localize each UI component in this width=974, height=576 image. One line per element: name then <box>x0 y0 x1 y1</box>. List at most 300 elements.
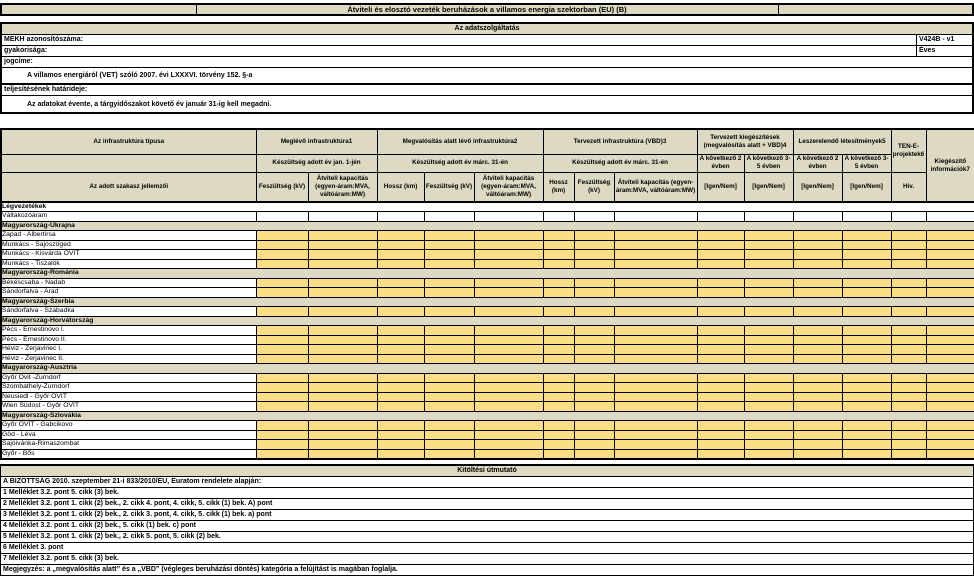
data-entry-cell[interactable] <box>614 259 697 269</box>
data-entry-cell[interactable] <box>308 212 377 222</box>
data-entry-cell[interactable] <box>424 354 474 364</box>
data-entry-cell[interactable] <box>793 231 842 241</box>
data-entry-cell[interactable] <box>793 440 842 450</box>
data-entry-cell[interactable] <box>543 373 574 383</box>
data-entry-cell[interactable] <box>474 326 543 336</box>
data-entry-cell[interactable] <box>474 250 543 260</box>
data-entry-cell[interactable] <box>744 383 793 393</box>
data-entry-cell[interactable] <box>256 392 308 402</box>
header-yesno-1: [Igen/Nem] <box>697 172 744 202</box>
data-entry-cell[interactable] <box>926 421 974 431</box>
data-entry-cell[interactable] <box>793 212 842 222</box>
data-entry-cell[interactable] <box>574 383 614 393</box>
data-entry-cell[interactable] <box>256 440 308 450</box>
data-entry-cell[interactable] <box>793 402 842 412</box>
data-entry-cell[interactable] <box>697 345 744 355</box>
data-entry-cell[interactable] <box>424 402 474 412</box>
data-entry-cell[interactable] <box>424 288 474 298</box>
data-entry-cell[interactable] <box>543 345 574 355</box>
data-entry-cell[interactable] <box>574 307 614 317</box>
data-entry-cell[interactable] <box>543 402 574 412</box>
data-entry-cell[interactable] <box>543 383 574 393</box>
data-entry-cell[interactable] <box>474 392 543 402</box>
data-entry-cell[interactable] <box>377 402 424 412</box>
data-entry-cell[interactable] <box>926 326 974 336</box>
data-entry-cell[interactable] <box>474 231 543 241</box>
data-entry-cell[interactable] <box>842 288 891 298</box>
data-entry-cell[interactable] <box>842 430 891 440</box>
data-entry-cell[interactable] <box>697 421 744 431</box>
data-entry-cell[interactable] <box>424 259 474 269</box>
data-entry-cell[interactable] <box>614 373 697 383</box>
data-entry-cell[interactable] <box>614 335 697 345</box>
data-entry-cell[interactable] <box>424 345 474 355</box>
data-entry-cell[interactable] <box>926 288 974 298</box>
data-entry-cell[interactable] <box>543 250 574 260</box>
data-entry-cell[interactable] <box>891 288 926 298</box>
data-entry-cell[interactable] <box>697 212 744 222</box>
data-entry-cell[interactable] <box>744 250 793 260</box>
data-entry-cell[interactable] <box>474 449 543 459</box>
data-entry-cell[interactable] <box>744 307 793 317</box>
data-entry-cell[interactable] <box>744 240 793 250</box>
data-entry-cell[interactable] <box>308 392 377 402</box>
info-row-id <box>2 35 972 46</box>
data-entry-cell[interactable] <box>891 240 926 250</box>
row-label: Szombathely-Zurndorf <box>1 383 256 393</box>
data-entry-cell[interactable] <box>891 212 926 222</box>
data-entry-cell[interactable] <box>377 335 424 345</box>
data-entry-cell[interactable] <box>543 288 574 298</box>
data-entry-cell[interactable] <box>543 231 574 241</box>
data-entry-cell[interactable] <box>744 421 793 431</box>
data-entry-cell[interactable] <box>697 278 744 288</box>
data-entry-cell[interactable] <box>744 278 793 288</box>
data-entry-cell[interactable] <box>697 449 744 459</box>
data-entry-cell[interactable] <box>793 354 842 364</box>
data-entry-cell[interactable] <box>614 449 697 459</box>
data-entry-cell[interactable] <box>424 307 474 317</box>
data-entry-cell[interactable] <box>574 402 614 412</box>
data-entry-cell[interactable] <box>842 354 891 364</box>
header-next2-additions: A következő 2 évben <box>697 154 744 172</box>
data-entry-cell[interactable] <box>793 240 842 250</box>
data-entry-cell[interactable] <box>744 288 793 298</box>
data-entry-cell[interactable] <box>744 345 793 355</box>
data-entry-cell[interactable] <box>793 383 842 393</box>
data-entry-cell[interactable] <box>614 212 697 222</box>
data-entry-cell[interactable] <box>614 354 697 364</box>
data-entry-cell[interactable] <box>256 354 308 364</box>
data-entry-cell[interactable] <box>891 354 926 364</box>
data-entry-cell[interactable] <box>256 231 308 241</box>
data-entry-cell[interactable] <box>377 383 424 393</box>
data-entry-cell[interactable] <box>926 373 974 383</box>
data-entry-cell[interactable] <box>793 326 842 336</box>
data-entry-cell[interactable] <box>891 307 926 317</box>
data-entry-cell[interactable] <box>574 345 614 355</box>
data-entry-cell[interactable] <box>308 240 377 250</box>
data-entry-cell[interactable] <box>614 240 697 250</box>
data-entry-cell[interactable] <box>474 212 543 222</box>
data-entry-cell[interactable] <box>614 307 697 317</box>
data-entry-cell[interactable] <box>842 373 891 383</box>
data-entry-cell[interactable] <box>842 278 891 288</box>
data-entry-cell[interactable] <box>614 402 697 412</box>
data-entry-cell[interactable] <box>256 383 308 393</box>
data-entry-cell[interactable] <box>543 392 574 402</box>
data-entry-cell[interactable] <box>793 430 842 440</box>
data-entry-cell[interactable] <box>697 335 744 345</box>
data-entry-cell[interactable] <box>842 421 891 431</box>
data-entry-cell[interactable] <box>256 402 308 412</box>
data-entry-cell[interactable] <box>891 259 926 269</box>
data-entry-cell[interactable] <box>256 250 308 260</box>
data-entry-cell[interactable] <box>256 449 308 459</box>
data-entry-cell[interactable] <box>574 212 614 222</box>
data-entry-cell[interactable] <box>377 440 424 450</box>
data-entry-cell[interactable] <box>308 421 377 431</box>
data-entry-cell[interactable] <box>543 307 574 317</box>
data-entry-cell[interactable] <box>891 345 926 355</box>
spreadsheet-form <box>0 3 974 556</box>
data-entry-cell[interactable] <box>474 440 543 450</box>
data-entry-cell[interactable] <box>308 402 377 412</box>
data-entry-cell[interactable] <box>926 402 974 412</box>
data-entry-cell[interactable] <box>697 402 744 412</box>
data-entry-cell[interactable] <box>842 307 891 317</box>
data-entry-cell[interactable] <box>256 259 308 269</box>
data-entry-cell[interactable] <box>308 307 377 317</box>
data-entry-cell[interactable] <box>842 231 891 241</box>
data-entry-cell[interactable] <box>474 240 543 250</box>
data-entry-cell[interactable] <box>424 335 474 345</box>
data-entry-cell[interactable] <box>697 440 744 450</box>
data-entry-cell[interactable] <box>308 354 377 364</box>
data-entry-cell[interactable] <box>926 430 974 440</box>
data-entry-cell[interactable] <box>842 402 891 412</box>
data-entry-cell[interactable] <box>308 278 377 288</box>
data-entry-cell[interactable] <box>744 212 793 222</box>
data-entry-cell[interactable] <box>842 335 891 345</box>
data-entry-cell[interactable] <box>256 278 308 288</box>
data-entry-cell[interactable] <box>891 430 926 440</box>
data-entry-cell[interactable] <box>793 345 842 355</box>
data-entry-cell[interactable] <box>377 288 424 298</box>
data-entry-cell[interactable] <box>614 278 697 288</box>
data-entry-cell[interactable] <box>256 240 308 250</box>
data-entry-cell[interactable] <box>424 278 474 288</box>
data-entry-cell[interactable] <box>543 430 574 440</box>
data-entry-cell[interactable] <box>842 345 891 355</box>
data-entry-cell[interactable] <box>891 421 926 431</box>
data-entry-cell[interactable] <box>574 335 614 345</box>
data-entry-cell[interactable] <box>926 231 974 241</box>
data-entry-cell[interactable] <box>474 259 543 269</box>
data-entry-cell[interactable] <box>926 240 974 250</box>
data-entry-cell[interactable] <box>926 392 974 402</box>
data-entry-cell[interactable] <box>474 402 543 412</box>
data-entry-cell[interactable] <box>574 373 614 383</box>
data-entry-cell[interactable] <box>574 440 614 450</box>
data-entry-cell[interactable] <box>424 212 474 222</box>
data-entry-cell[interactable] <box>377 231 424 241</box>
data-entry-cell[interactable] <box>256 212 308 222</box>
data-entry-cell[interactable] <box>574 449 614 459</box>
infrastructure-table <box>0 128 974 460</box>
data-entry-cell[interactable] <box>926 354 974 364</box>
data-entry-cell[interactable] <box>377 354 424 364</box>
data-entry-cell[interactable] <box>424 440 474 450</box>
data-entry-cell[interactable] <box>697 240 744 250</box>
data-entry-cell[interactable] <box>926 307 974 317</box>
data-entry-cell[interactable] <box>842 449 891 459</box>
data-entry-cell[interactable] <box>424 250 474 260</box>
data-entry-cell[interactable] <box>377 345 424 355</box>
row-label: Neusiedl - Győr OVIT <box>1 392 256 402</box>
data-entry-cell[interactable] <box>697 326 744 336</box>
data-entry-cell[interactable] <box>614 345 697 355</box>
data-entry-cell[interactable] <box>424 430 474 440</box>
data-entry-cell[interactable] <box>308 430 377 440</box>
data-entry-cell[interactable] <box>793 449 842 459</box>
data-entry-cell[interactable] <box>744 449 793 459</box>
data-entry-cell[interactable] <box>697 383 744 393</box>
data-entry-cell[interactable] <box>842 240 891 250</box>
data-entry-cell[interactable] <box>842 250 891 260</box>
data-entry-cell[interactable] <box>926 278 974 288</box>
data-entry-cell[interactable] <box>574 250 614 260</box>
deadline-text: Az adatokat évente, a tárgyidőszakot követő év január 31-ig kell megadni. <box>2 96 972 112</box>
data-entry-cell[interactable] <box>543 440 574 450</box>
data-entry-cell[interactable] <box>308 250 377 260</box>
data-entry-cell[interactable] <box>891 373 926 383</box>
data-entry-cell[interactable] <box>697 250 744 260</box>
data-entry-cell[interactable] <box>793 250 842 260</box>
table-row <box>1 307 974 317</box>
data-entry-cell[interactable] <box>474 354 543 364</box>
data-entry-cell[interactable] <box>926 440 974 450</box>
data-entry-cell[interactable] <box>424 421 474 431</box>
data-entry-cell[interactable] <box>308 449 377 459</box>
data-entry-cell[interactable] <box>474 335 543 345</box>
data-entry-cell[interactable] <box>308 335 377 345</box>
data-entry-cell[interactable] <box>377 212 424 222</box>
data-entry-cell[interactable] <box>424 373 474 383</box>
data-entry-cell[interactable] <box>308 231 377 241</box>
data-entry-cell[interactable] <box>377 373 424 383</box>
data-entry-cell[interactable] <box>543 240 574 250</box>
data-entry-cell[interactable] <box>926 250 974 260</box>
data-entry-cell[interactable] <box>256 288 308 298</box>
data-entry-cell[interactable] <box>543 449 574 459</box>
data-entry-cell[interactable] <box>574 240 614 250</box>
data-entry-cell[interactable] <box>256 326 308 336</box>
data-entry-cell[interactable] <box>474 383 543 393</box>
data-entry-cell[interactable] <box>744 354 793 364</box>
data-entry-cell[interactable] <box>842 212 891 222</box>
data-entry-cell[interactable] <box>543 259 574 269</box>
data-entry-cell[interactable] <box>926 335 974 345</box>
data-entry-cell[interactable] <box>744 402 793 412</box>
row-label: Göd - Léva <box>1 430 256 440</box>
data-entry-cell[interactable] <box>543 212 574 222</box>
instruction-line: 1 Melléklet 3.2. pont 5. cikk (3) bek. <box>1 488 973 499</box>
data-entry-cell[interactable] <box>614 250 697 260</box>
data-entry-cell[interactable] <box>424 449 474 459</box>
data-entry-cell[interactable] <box>614 231 697 241</box>
data-entry-cell[interactable] <box>744 440 793 450</box>
data-entry-cell[interactable] <box>744 231 793 241</box>
data-entry-cell[interactable] <box>424 392 474 402</box>
instructions-lines <box>1 477 973 576</box>
row-label: Pécs - Ernestinovo I. <box>1 326 256 336</box>
data-entry-cell[interactable] <box>308 326 377 336</box>
data-entry-cell[interactable] <box>697 354 744 364</box>
data-entry-cell[interactable] <box>744 335 793 345</box>
data-entry-cell[interactable] <box>424 326 474 336</box>
data-entry-cell[interactable] <box>614 440 697 450</box>
data-entry-cell[interactable] <box>793 307 842 317</box>
data-entry-cell[interactable] <box>793 288 842 298</box>
data-entry-cell[interactable] <box>424 383 474 393</box>
data-entry-cell[interactable] <box>474 288 543 298</box>
data-entry-cell[interactable] <box>543 421 574 431</box>
data-entry-cell[interactable] <box>543 354 574 364</box>
row-label: Héviz - Zerjavinec II. <box>1 354 256 364</box>
data-entry-cell[interactable] <box>308 345 377 355</box>
data-entry-cell[interactable] <box>574 288 614 298</box>
data-entry-cell[interactable] <box>744 392 793 402</box>
data-entry-cell[interactable] <box>377 307 424 317</box>
data-entry-cell[interactable] <box>308 373 377 383</box>
data-entry-cell[interactable] <box>574 421 614 431</box>
data-entry-cell[interactable] <box>377 240 424 250</box>
data-entry-cell[interactable] <box>474 430 543 440</box>
data-entry-cell[interactable] <box>308 383 377 393</box>
header-group-extra-info: Kiegészítő információk7 <box>926 129 974 202</box>
data-entry-cell[interactable] <box>744 326 793 336</box>
data-entry-cell[interactable] <box>377 326 424 336</box>
data-entry-cell[interactable] <box>842 440 891 450</box>
data-entry-cell[interactable] <box>614 392 697 402</box>
data-entry-cell[interactable] <box>614 430 697 440</box>
data-entry-cell[interactable] <box>614 288 697 298</box>
data-entry-cell[interactable] <box>424 240 474 250</box>
data-entry-cell[interactable] <box>474 345 543 355</box>
data-entry-cell[interactable] <box>424 231 474 241</box>
data-entry-cell[interactable] <box>543 326 574 336</box>
data-entry-cell[interactable] <box>256 307 308 317</box>
data-entry-cell[interactable] <box>474 278 543 288</box>
data-entry-cell[interactable] <box>377 392 424 402</box>
data-entry-cell[interactable] <box>474 307 543 317</box>
data-entry-cell[interactable] <box>697 392 744 402</box>
data-entry-cell[interactable] <box>891 440 926 450</box>
data-entry-cell[interactable] <box>377 259 424 269</box>
data-entry-cell[interactable] <box>308 440 377 450</box>
data-entry-cell[interactable] <box>697 307 744 317</box>
data-entry-cell[interactable] <box>543 278 574 288</box>
data-entry-cell[interactable] <box>574 326 614 336</box>
data-entry-cell[interactable] <box>377 421 424 431</box>
data-entry-cell[interactable] <box>891 383 926 393</box>
data-entry-cell[interactable] <box>308 259 377 269</box>
data-entry-cell[interactable] <box>744 430 793 440</box>
data-entry-cell[interactable] <box>744 373 793 383</box>
data-entry-cell[interactable] <box>574 278 614 288</box>
data-entry-cell[interactable] <box>842 259 891 269</box>
data-entry-cell[interactable] <box>697 288 744 298</box>
data-entry-cell[interactable] <box>926 383 974 393</box>
data-entry-cell[interactable] <box>574 354 614 364</box>
data-entry-cell[interactable] <box>891 392 926 402</box>
data-entry-cell[interactable] <box>377 278 424 288</box>
data-entry-cell[interactable] <box>574 430 614 440</box>
row-label: Pécs - Ernestinovo II. <box>1 335 256 345</box>
data-entry-cell[interactable] <box>891 231 926 241</box>
info-row-deadline <box>2 83 972 96</box>
data-entry-cell[interactable] <box>891 250 926 260</box>
data-entry-cell[interactable] <box>842 326 891 336</box>
data-entry-cell[interactable] <box>543 335 574 345</box>
data-entry-cell[interactable] <box>793 373 842 383</box>
data-entry-cell[interactable] <box>614 326 697 336</box>
data-entry-cell[interactable] <box>574 392 614 402</box>
data-entry-cell[interactable] <box>697 373 744 383</box>
row-label: Sajóivánka-Rimaszombat <box>1 440 256 450</box>
data-entry-cell[interactable] <box>256 430 308 440</box>
data-entry-cell[interactable] <box>891 402 926 412</box>
data-entry-cell[interactable] <box>256 373 308 383</box>
data-entry-cell[interactable] <box>256 345 308 355</box>
table-row <box>1 354 974 364</box>
data-entry-cell[interactable] <box>697 430 744 440</box>
data-entry-cell[interactable] <box>256 421 308 431</box>
data-entry-cell[interactable] <box>793 421 842 431</box>
data-entry-cell[interactable] <box>377 250 424 260</box>
row-label: Békéscsaba - Nadab <box>1 278 256 288</box>
data-entry-cell[interactable] <box>697 231 744 241</box>
data-entry-cell[interactable] <box>614 421 697 431</box>
data-entry-cell[interactable] <box>891 335 926 345</box>
data-entry-cell[interactable] <box>793 392 842 402</box>
data-entry-cell[interactable] <box>926 345 974 355</box>
data-entry-cell[interactable] <box>574 259 614 269</box>
data-entry-cell[interactable] <box>697 259 744 269</box>
data-entry-cell[interactable] <box>842 383 891 393</box>
data-entry-cell[interactable] <box>842 392 891 402</box>
data-entry-cell[interactable] <box>474 421 543 431</box>
data-entry-cell[interactable] <box>308 288 377 298</box>
data-entry-cell[interactable] <box>891 326 926 336</box>
data-entry-cell[interactable] <box>793 259 842 269</box>
data-entry-cell[interactable] <box>891 278 926 288</box>
data-entry-cell[interactable] <box>926 259 974 269</box>
data-entry-cell[interactable] <box>926 449 974 459</box>
data-entry-cell[interactable] <box>793 335 842 345</box>
data-entry-cell[interactable] <box>614 383 697 393</box>
data-entry-cell[interactable] <box>891 449 926 459</box>
data-entry-cell[interactable] <box>474 373 543 383</box>
data-entry-cell[interactable] <box>793 278 842 288</box>
data-entry-cell[interactable] <box>574 231 614 241</box>
data-entry-cell[interactable] <box>744 259 793 269</box>
data-entry-cell[interactable] <box>377 449 424 459</box>
data-entry-cell[interactable] <box>256 335 308 345</box>
data-entry-cell[interactable] <box>926 212 974 222</box>
data-entry-cell[interactable] <box>377 430 424 440</box>
